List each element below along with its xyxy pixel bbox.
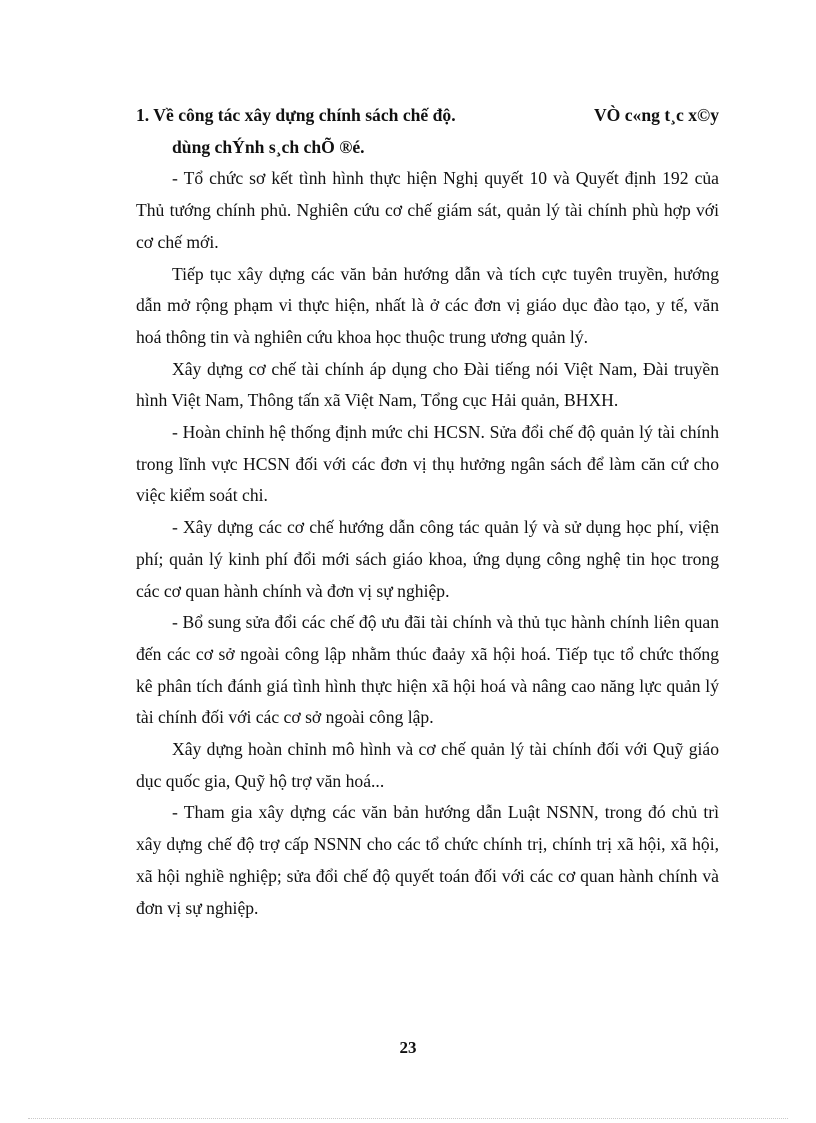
paragraph: Xây dựng cơ chế tài chính áp dụng cho Đài tiếng nói Việt Nam, Đài truyền hình Việt Nam, Thông tấn xã Việt Nam, Tổng cục Hải quản, BHXH. (136, 358, 719, 411)
paragraph: - Hoàn chỉnh hệ thống định mức chi HCSN. Sửa đổi chế độ quản lý tài chính trong lĩnh vực HCSN đối với các đơn vị thụ hưởng ngân sách để làm căn cứ cho việc kiểm soát chi. (136, 422, 719, 506)
heading-title: 1. Về công tác xây dựng chính sách chế độ. (136, 105, 456, 125)
heading-garbled-continuation: dùng chÝnh s¸ch chÕ ®é. (172, 136, 365, 157)
paragraph: - Tổ chức sơ kết tình hình thực hiện Nghị quyết 10 và Quyết định 192 của Thủ tướng chính phủ. Nghiên cứu cơ chế giám sát, quản lý tài chính phù hợp với cơ chế mới. (136, 168, 719, 252)
paragraph: Xây dựng hoàn chỉnh mô hình và cơ chế quản lý tài chính đối với Quỹ giáo dục quốc gia, Quỹ hộ trợ văn hoá... (136, 739, 719, 791)
paragraph: - Xây dựng các cơ chế hướng dẫn công tác quản lý và sử dụng học phí, viện phí; quản lý kinh phí đổi mới sách giáo khoa, ứng dụng công nghệ tin học trong các cơ quan hành chính và đơn vị sự nghiệp. (136, 517, 719, 601)
paragraph: Tiếp tục xây dựng các văn bản hướng dẫn và tích cực tuyên truyền, hướng dẫn mở rộng phạm vi thực hiện, nhất là ở các đơn vị giáo dục đào tạo, y tế, văn hoá thông tin và nghiên cứu khoa học thuộc trung ương quản lý. (136, 263, 719, 347)
paragraph: - Bổ sung sửa đổi các chế độ ưu đãi tài chính và thủ tục hành chính liên quan đến các cơ sở ngoài công lập nhằm thúc đaảy xã hội hoá. Tiếp tục tổ chức thống kê phân tích đánh giá tình hình thực hiện xã hội hoá và nâng cao năng lực quản lý tài chính đối với các cơ sở ngoài công lập. (136, 612, 719, 728)
page-bottom-divider (28, 1118, 788, 1119)
section-heading (136, 100, 719, 132)
page-number: 23 (399, 1038, 417, 1057)
document-body (136, 100, 719, 924)
heading-garbled-text: VÒ c«ng t¸c x©y (593, 105, 719, 125)
paragraph: - Tham gia xây dựng các văn bản hướng dẫn Luật NSNN, trong đó chủ trì xây dựng chế độ trợ cấp NSNN cho các tổ chức chính trị, chính trị xã hội, xã hội, xã hội nghiề nghiệp; sửa đổi chế độ quyết toán đối với các cơ quan hành chính và đơn vị sự nghiệp. (136, 802, 719, 918)
